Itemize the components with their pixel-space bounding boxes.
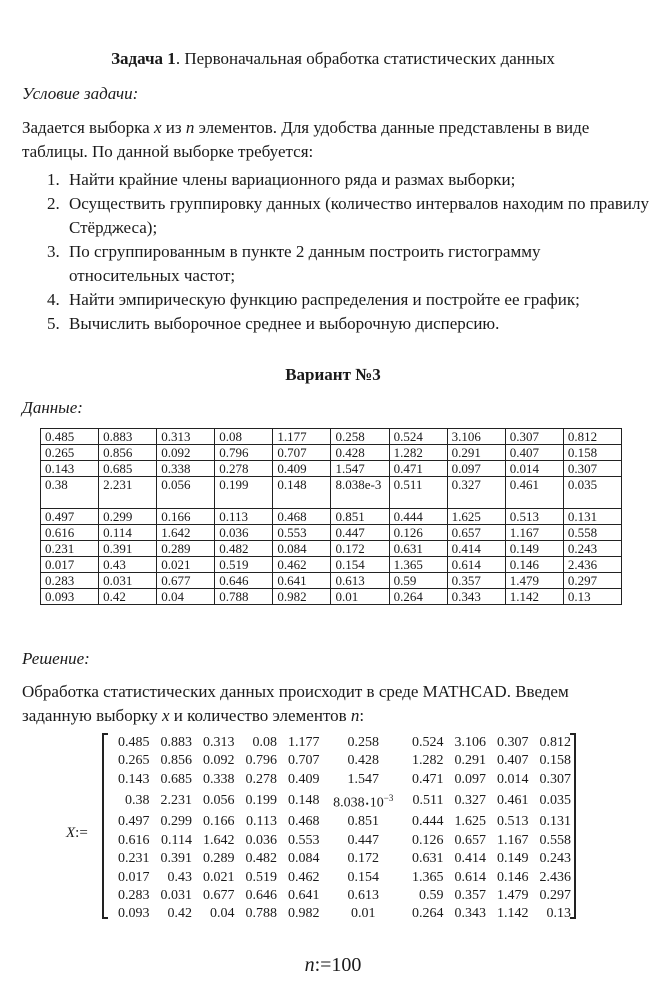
table-cell: 0.553 [273, 525, 331, 541]
table-cell: 1.177 [273, 429, 331, 445]
table-cell: 1.142 [505, 589, 563, 605]
table-row [41, 429, 622, 445]
matrix-cell: 0.056 [203, 793, 235, 809]
var-x: x [153, 118, 162, 137]
matrix-row [110, 771, 574, 789]
matrix-cell: 2.231 [160, 793, 192, 809]
task-item [22, 288, 652, 312]
matrix-cell: 0.497 [118, 814, 150, 830]
matrix-cell: 0.297 [539, 887, 571, 903]
assign-operator: := [314, 954, 332, 976]
matrix-label [66, 825, 88, 842]
table-cell: 0.131 [563, 509, 621, 525]
table-cell: 0.616 [41, 525, 99, 541]
matrix-cell: 0.883 [160, 735, 192, 750]
task-title [0, 48, 666, 70]
matrix-cell: 0.017 [118, 869, 150, 885]
matrix-cell: 0.158 [539, 753, 571, 769]
matrix-cell: 0.149 [496, 851, 529, 867]
table-cell: 0.264 [389, 589, 447, 605]
table-cell: 0.558 [563, 525, 621, 541]
matrix-cell: 0.021 [203, 869, 235, 885]
matrix-cell: 0.482 [245, 851, 277, 867]
table-cell: 0.796 [215, 445, 273, 461]
table-cell: 0.646 [215, 573, 273, 589]
table-cell: 2.231 [99, 477, 157, 509]
task-number: 2. [47, 194, 60, 213]
table-cell: 0.482 [215, 541, 273, 557]
matrix-cell: 1.142 [496, 906, 529, 922]
matrix-cell: 0.59 [418, 887, 444, 903]
task-title-rest: . Первоначальная обработка статистических данных [175, 49, 555, 68]
matrix-cell: 0.43 [167, 869, 192, 885]
table-row [41, 445, 622, 461]
task-item [22, 312, 652, 336]
matrix-row [110, 905, 574, 923]
table-row [41, 509, 622, 525]
table-cell: 0.289 [157, 541, 215, 557]
matrix-cell: 0.447 [347, 832, 379, 848]
table-cell: 0.166 [157, 509, 215, 525]
table-cell: 0.154 [331, 557, 389, 573]
table-row [41, 589, 622, 605]
table-cell: 0.485 [41, 429, 99, 445]
table-cell: 0.468 [273, 509, 331, 525]
matrix-cell: 0.299 [160, 814, 192, 830]
table-cell: 1.625 [447, 509, 505, 525]
matrix-row [110, 789, 574, 813]
matrix-cell: 1.642 [203, 832, 235, 848]
matrix-row [110, 734, 574, 752]
matrix-cell: 0.093 [118, 906, 150, 922]
matrix-cell: 0.231 [118, 851, 150, 867]
table-cell: 0.014 [505, 461, 563, 477]
table-cell: 0.199 [215, 477, 273, 509]
matrix-cell: 0.558 [539, 832, 571, 848]
n-assignment [0, 954, 666, 977]
matrix-cell: 0.677 [203, 887, 235, 903]
table-cell: 0.08 [215, 429, 273, 445]
matrix-cell: 0.265 [118, 753, 150, 769]
matrix-var: X [66, 825, 76, 841]
task-list [22, 168, 652, 336]
n-value: 100 [331, 954, 362, 976]
table-cell: 8.038e-3 [331, 477, 389, 509]
table-cell: 0.13 [563, 589, 621, 605]
sci-mantissa: 8.038 [333, 795, 365, 811]
matrix-cell: 0.613 [347, 887, 379, 903]
table-cell: 0.59 [389, 573, 447, 589]
n-var: n [304, 954, 315, 976]
matrix-cell: 1.547 [347, 771, 379, 787]
table-cell: 0.017 [41, 557, 99, 573]
task-number: 3. [47, 242, 60, 261]
data-label: Данные: [22, 398, 83, 417]
intro-text: элементов. Для удобства данные представлены в виде таблицы. По данной выборке требуется: [22, 118, 590, 161]
matrix-row [110, 813, 574, 831]
table-cell: 0.265 [41, 445, 99, 461]
table-cell: 0.883 [99, 429, 157, 445]
task-item [22, 168, 652, 192]
matrix-cell: 0.616 [118, 832, 150, 848]
matrix-cell: 0.283 [118, 887, 150, 903]
table-row [41, 557, 622, 573]
task-item [22, 192, 652, 240]
task-text: Вычислить выборочное среднее и выборочную дисперсию. [69, 314, 500, 333]
matrix-cell: 0.01 [350, 906, 376, 922]
matrix-cell: 0.657 [454, 832, 486, 848]
matrix-cell: 0.031 [160, 887, 192, 903]
table-cell: 0.04 [157, 589, 215, 605]
matrix-cell: 0.428 [347, 753, 379, 769]
condition-label: Условие задачи: [22, 84, 139, 103]
table-cell: 0.172 [331, 541, 389, 557]
table-cell: 0.149 [505, 541, 563, 557]
matrix-cell: 0.131 [539, 814, 571, 830]
matrix-cell: 0.414 [454, 851, 486, 867]
solution-text-part: и количество элементов [169, 706, 351, 725]
matrix-cell: 0.357 [454, 887, 486, 903]
matrix-cell: 0.258 [347, 735, 379, 750]
matrix-cell: 0.126 [411, 832, 444, 848]
bracket-corner [102, 733, 108, 735]
matrix-cell: 0.084 [288, 851, 320, 867]
table-cell: 0.444 [389, 509, 447, 525]
matrix-cell: 0.524 [411, 735, 444, 750]
table-cell: 0.497 [41, 509, 99, 525]
matrix-cell: 3.106 [454, 735, 486, 750]
table-cell: 0.511 [389, 477, 447, 509]
matrix-cell: 0.856 [160, 753, 192, 769]
matrix-cell: 1.282 [411, 753, 444, 769]
table-cell: 0.158 [563, 445, 621, 461]
table-row [41, 573, 622, 589]
task-text: Найти эмпирическую функцию распределения и постройте ее график; [69, 290, 580, 309]
matrix-cell: 0.513 [496, 814, 529, 830]
matrix-cell: 0.614 [454, 869, 486, 885]
matrix-cell: 0.338 [203, 771, 235, 787]
matrix-row [110, 887, 574, 905]
table-cell: 0.42 [99, 589, 157, 605]
table-cell: 0.409 [273, 461, 331, 477]
table-cell: 0.471 [389, 461, 447, 477]
table-cell: 0.338 [157, 461, 215, 477]
table-cell: 0.447 [331, 525, 389, 541]
matrix-cell: 0.278 [245, 771, 277, 787]
table-cell: 0.851 [331, 509, 389, 525]
intro-text: Задается выборка [22, 118, 154, 137]
table-cell: 0.299 [99, 509, 157, 525]
matrix-cell: 0.788 [245, 906, 277, 922]
table-cell: 2.436 [563, 557, 621, 573]
matrix-cell: 0.143 [118, 771, 150, 787]
matrix-row [110, 832, 574, 850]
table-cell: 0.092 [157, 445, 215, 461]
table-cell: 1.167 [505, 525, 563, 541]
matrix-cell: 1.479 [496, 887, 529, 903]
solution-label: Решение: [22, 649, 90, 668]
table-cell: 0.856 [99, 445, 157, 461]
table-cell: 0.614 [447, 557, 505, 573]
matrix-cell: 0.097 [454, 771, 486, 787]
var-n: n [185, 118, 195, 137]
task-item [22, 240, 652, 288]
matrix-cell: 0.707 [288, 753, 320, 769]
table-cell: 0.685 [99, 461, 157, 477]
table-cell: 0.657 [447, 525, 505, 541]
assign-operator: := [75, 825, 88, 841]
multiply-dot: • [365, 798, 369, 809]
matrix-cell: 0.166 [203, 814, 235, 830]
table-cell: 0.391 [99, 541, 157, 557]
matrix-cell: 0.646 [245, 887, 277, 903]
var-n: n [350, 706, 360, 725]
matrix-cell: 0.307 [539, 771, 571, 787]
matrix-cell: 0.42 [167, 906, 192, 922]
table-cell: 0.113 [215, 509, 273, 525]
matrix-cell: 0.04 [210, 906, 235, 922]
solution-text-part: Обработка статистических данных происходит в среде MATHCAD. Введем заданную выборку [22, 682, 569, 725]
matrix-cell: 0.199 [245, 793, 277, 809]
table-cell: 0.01 [331, 589, 389, 605]
matrix-cell: 0.407 [496, 753, 529, 769]
task-text: Найти крайние члены вариационного ряда и размах выборки; [69, 170, 516, 189]
table-row [41, 541, 622, 557]
matrix-cell: 0.08 [252, 735, 277, 750]
table-cell: 0.231 [41, 541, 99, 557]
table-cell: 0.38 [41, 477, 99, 509]
table-cell: 0.084 [273, 541, 331, 557]
sci-exponent: −3 [383, 793, 394, 804]
task-text: По сгруппированным в пункте 2 данным построить гистограмму относительных частот; [69, 242, 541, 285]
table-row [41, 477, 622, 509]
matrix-cell: 0.409 [288, 771, 320, 787]
matrix-cell: 0.172 [347, 851, 379, 867]
matrix-cell: 0.113 [246, 814, 277, 830]
table-cell: 0.513 [505, 509, 563, 525]
table-cell: 1.479 [505, 573, 563, 589]
table-cell: 0.519 [215, 557, 273, 573]
condition-intro [22, 116, 642, 164]
matrix-cell: 0.685 [160, 771, 192, 787]
matrix-cell: 0.461 [496, 793, 529, 809]
data-table [40, 428, 622, 605]
matrix-cell: 0.035 [539, 793, 571, 809]
table-cell: 0.283 [41, 573, 99, 589]
matrix-cell: 0.13 [546, 906, 571, 922]
table-cell: 0.641 [273, 573, 331, 589]
matrix-cell: 0.553 [288, 832, 320, 848]
bracket-corner [102, 917, 108, 919]
table-cell: 0.357 [447, 573, 505, 589]
table-cell: 0.307 [563, 461, 621, 477]
matrix-row [110, 850, 574, 868]
table-cell: 0.631 [389, 541, 447, 557]
task-number: 4. [47, 290, 60, 309]
matrix-row [110, 869, 574, 887]
table-cell: 0.327 [447, 477, 505, 509]
table-cell: 0.146 [505, 557, 563, 573]
matrix-cell: 0.092 [203, 753, 235, 769]
sci-base: 10 [369, 795, 384, 811]
table-cell: 1.547 [331, 461, 389, 477]
matrix-cell: 0.812 [539, 735, 571, 750]
matrix-cell: 0.291 [454, 753, 486, 769]
matrix-cell: 0.243 [539, 851, 571, 867]
table-cell: 1.282 [389, 445, 447, 461]
matrix-cell: 0.289 [203, 851, 235, 867]
matrix-row [110, 752, 574, 770]
table-cell: 3.106 [447, 429, 505, 445]
table-cell: 0.407 [505, 445, 563, 461]
table-cell: 0.093 [41, 589, 99, 605]
task-title-bold: Задача 1 [111, 49, 176, 68]
table-cell: 0.148 [273, 477, 331, 509]
table-cell: 0.461 [505, 477, 563, 509]
matrix-cell: 0.327 [454, 793, 486, 809]
table-cell: 0.143 [41, 461, 99, 477]
matrix-cell: 0.38 [125, 793, 150, 809]
table-cell: 0.43 [99, 557, 157, 573]
matrix-cell: 0.343 [454, 906, 486, 922]
table-cell: 0.524 [389, 429, 447, 445]
table-cell: 0.056 [157, 477, 215, 509]
table-cell: 0.707 [273, 445, 331, 461]
task-text: Осуществить группировку данных (количество интервалов находим по правилу Стёрджеса); [69, 194, 649, 237]
matrix-cell: 0.468 [288, 814, 320, 830]
table-cell: 0.035 [563, 477, 621, 509]
task-number: 5. [47, 314, 60, 333]
table-row [41, 461, 622, 477]
intro-text: из [161, 118, 186, 137]
matrix-cell: 0.471 [411, 771, 444, 787]
var-x: x [161, 706, 170, 725]
matrix-cell: 1.625 [454, 814, 486, 830]
table-cell: 0.297 [563, 573, 621, 589]
table-cell: 1.365 [389, 557, 447, 573]
table-cell: 0.313 [157, 429, 215, 445]
matrix-cell: 0.641 [288, 887, 320, 903]
matrix-cell: 0.519 [245, 869, 277, 885]
table-cell: 0.414 [447, 541, 505, 557]
table-cell: 0.278 [215, 461, 273, 477]
matrix-cell: 0.264 [411, 906, 444, 922]
table-cell: 0.021 [157, 557, 215, 573]
variant-title: Вариант №3 [285, 365, 381, 384]
table-cell: 1.642 [157, 525, 215, 541]
table-cell: 0.031 [99, 573, 157, 589]
matrix-cell: 0.146 [496, 869, 529, 885]
table-cell: 0.097 [447, 461, 505, 477]
matrix-cell: 0.485 [118, 735, 150, 750]
table-cell: 0.677 [157, 573, 215, 589]
table-cell: 0.462 [273, 557, 331, 573]
matrix-cell: 0.511 [412, 793, 444, 809]
matrix-cell: 0.313 [203, 735, 235, 750]
matrix-cell: 0.982 [288, 906, 320, 922]
solution-text-part: : [359, 706, 365, 725]
table-cell: 0.126 [389, 525, 447, 541]
matrix-cell: 0.796 [245, 753, 277, 769]
table-cell: 0.243 [563, 541, 621, 557]
matrix-cell: 0.631 [411, 851, 444, 867]
table-row [41, 525, 622, 541]
table-cell: 0.343 [447, 589, 505, 605]
table-cell: 0.982 [273, 589, 331, 605]
matrix-cell: 0.114 [161, 832, 192, 848]
matrix-cell: 0.307 [496, 735, 529, 750]
matrix-cell: 0.014 [496, 771, 529, 787]
table-cell: 0.307 [505, 429, 563, 445]
table-cell: 0.613 [331, 573, 389, 589]
matrix-cell: 2.436 [539, 869, 571, 885]
table-cell: 0.788 [215, 589, 273, 605]
matrix-cell: 0.148 [288, 793, 320, 809]
table-cell: 0.428 [331, 445, 389, 461]
solution-text [22, 680, 642, 728]
matrix-cell: 0.462 [288, 869, 320, 885]
matrix-grid [110, 734, 574, 924]
table-cell: 0.812 [563, 429, 621, 445]
matrix-cell: 0.391 [160, 851, 192, 867]
matrix [102, 733, 576, 922]
matrix-cell: 0.851 [347, 814, 379, 830]
task-number: 1. [47, 170, 60, 189]
table-cell: 0.291 [447, 445, 505, 461]
matrix-cell: 0.154 [347, 869, 379, 885]
matrix-cell: 0.036 [245, 832, 277, 848]
table-cell: 0.258 [331, 429, 389, 445]
table-cell: 0.036 [215, 525, 273, 541]
matrix-cell: 1.365 [411, 869, 444, 885]
matrix-cell: 1.177 [288, 735, 320, 750]
matrix-cell: 1.167 [496, 832, 529, 848]
matrix-cell: 0.444 [411, 814, 444, 830]
table-cell: 0.114 [99, 525, 157, 541]
matrix-cell [323, 789, 404, 813]
